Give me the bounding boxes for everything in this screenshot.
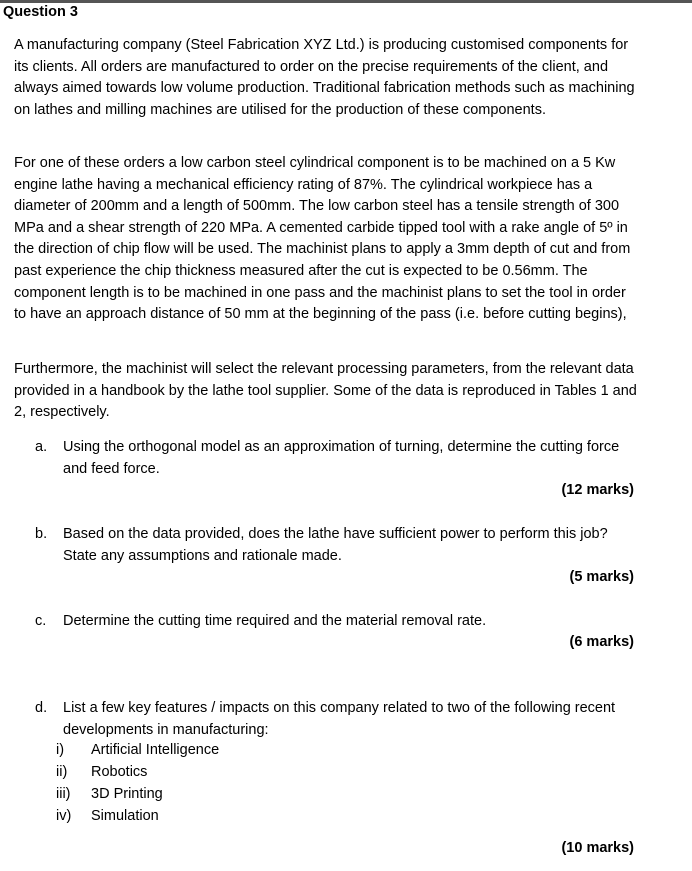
question-d-marks: (10 marks) <box>561 840 634 856</box>
question-b-marks: (5 marks) <box>569 569 634 585</box>
question-d-letter: d. <box>35 700 48 716</box>
question-c <box>35 611 635 633</box>
sub-item-number: iv) <box>56 808 72 824</box>
question-c-text: Determine the cutting time required and the material removal rate. <box>63 613 487 629</box>
question-a-marks: (12 marks) <box>561 482 634 498</box>
question-heading: Question 3 <box>3 4 78 20</box>
sub-item-text: Simulation <box>91 808 159 824</box>
sub-item-text: 3D Printing <box>91 786 163 802</box>
question-b-letter: b. <box>35 526 48 542</box>
sub-item-number: iii) <box>56 786 71 802</box>
handbook-paragraph: Furthermore, the machinist will select the relevant processing parameters, from the relevant data provided in a handbook by the lathe tool supplier. Some of the data is reproduced in Tables 1 and 2, respectively. <box>14 361 637 421</box>
question-d <box>35 698 635 742</box>
question-a-text: Using the orthogonal model as an approximation of turning, determine the cutting force and feed force. <box>63 439 620 477</box>
scenario-text: For one of these orders a low carbon steel cylindrical component is to be machined on a 5 Kw engine lathe having a mechanical efficiency rating of 87%. The cylindrical workpiece has a diameter of 200mm and a length of 500mm. The low carbon steel has a tensile strength of 300 MPa and a shear strength of 220 MPa. A cemented carbide tipped tool with a rake angle of 5º in the direction of chip flow will be used. The machinist plans to apply a 3mm depth of cut and from past experience the chip thickness measured after the cut is expected to be 0.56mm. The component length is to be machined in one pass and the machinist plans to set the tool in order to have an approach distance of 50 mm at the beginning of the pass (i.e. before cutting begins), <box>14 155 631 323</box>
intro-paragraph: A manufacturing company (Steel Fabrication XYZ Ltd.) is producing customised components for its clients. All orders are manufactured to order on the precise requirements of the client, and always aimed towards low volume production. Traditional fabrication methods such as machining on lathes and milling machines are utilised for the production of these components. <box>14 37 635 118</box>
question-c-marks: (6 marks) <box>569 634 634 650</box>
question-a-letter: a. <box>35 439 48 455</box>
question-b-text: Based on the data provided, does the lathe have sufficient power to perform this job? State any assumptions and rationale made. <box>63 526 608 564</box>
sub-item-text: Robotics <box>91 764 148 780</box>
question-b <box>35 524 635 568</box>
question-a <box>35 437 635 481</box>
sub-item-number: i) <box>56 742 65 758</box>
question-d-text: List a few key features / impacts on this company related to two of the following recent developments in manufacturing: <box>63 700 616 738</box>
question-c-letter: c. <box>35 613 47 629</box>
scenario-paragraph <box>14 153 639 326</box>
top-rule <box>0 0 692 3</box>
sub-item-text: Artificial Intelligence <box>91 742 220 758</box>
sub-item-number: ii) <box>56 764 68 780</box>
